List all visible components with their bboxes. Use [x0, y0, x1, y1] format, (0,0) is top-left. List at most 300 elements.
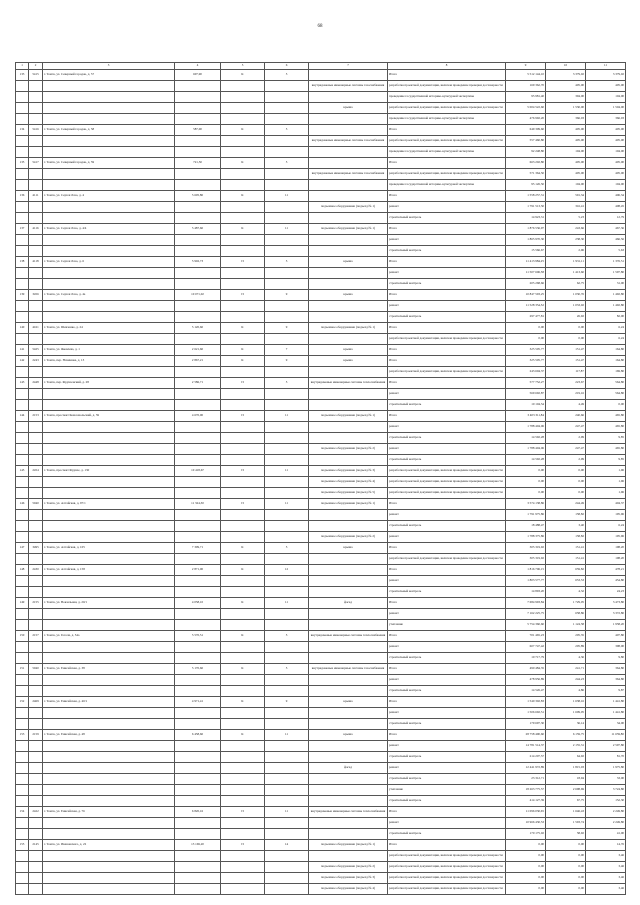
table-cell: 366,03: [546, 114, 586, 125]
table-cell: 4111: [29, 191, 43, 202]
table-cell: [175, 620, 221, 631]
table-cell: подъемное оборудование (подъезд № 3): [309, 466, 388, 477]
table-row: [16, 323, 626, 334]
table-cell: [309, 246, 388, 257]
table-cell: 14,76: [586, 840, 626, 851]
table-cell: [43, 741, 175, 752]
table-cell: [265, 488, 309, 499]
table-cell: К: [221, 631, 265, 642]
table-cell: 34,00: [586, 719, 626, 730]
table-cell: [29, 433, 43, 444]
table-cell: разработка проектной документации, включая проведение проверки достоверности: [388, 334, 506, 345]
table-cell: крыша: [309, 290, 388, 301]
table-cell: 577 752,27: [506, 378, 546, 389]
table-cell: [265, 114, 309, 125]
table-cell: [265, 367, 309, 378]
table-row: [16, 499, 626, 510]
table-cell: [309, 400, 388, 411]
table-cell: 153: [16, 730, 29, 741]
table-cell: [175, 719, 221, 730]
table-cell: [309, 719, 388, 730]
table-cell: 0,00: [546, 466, 586, 477]
table-cell: 145: [16, 466, 29, 477]
table-cell: [16, 114, 29, 125]
table-cell: [16, 675, 29, 686]
table-cell: крыша: [309, 730, 388, 741]
table-cell: г. Томск, ул. Енисейская, д. 40/1: [43, 697, 175, 708]
table-cell: [265, 103, 309, 114]
table-cell: 2 597,80: [586, 741, 626, 752]
table-cell: 414 127,39: [506, 796, 546, 807]
table-cell: 170 175,02: [506, 829, 546, 840]
table-cell: г. Томск, ул. Яковлева, д. 1: [43, 345, 175, 356]
table-cell: [221, 609, 265, 620]
table-cell: 138: [16, 257, 29, 268]
table-cell: [175, 785, 221, 796]
table-cell: [175, 444, 221, 455]
table-cell: [265, 862, 309, 873]
table-row: [16, 620, 626, 631]
table-cell: [265, 92, 309, 103]
table-cell: подъемное оборудование (подъезд № 3): [309, 873, 388, 884]
table-cell: 6 820,16: [175, 807, 221, 818]
table-cell: 11: [265, 466, 309, 477]
table-cell: 4,32: [546, 587, 586, 598]
table-cell: 0,00: [506, 884, 546, 895]
table-cell: [29, 818, 43, 829]
table-cell: [265, 620, 309, 631]
table-cell: [309, 675, 388, 686]
table-cell: [16, 389, 29, 400]
table-cell: [43, 686, 175, 697]
table-cell: [175, 521, 221, 532]
table-cell: 1 504,00: [586, 103, 626, 114]
table-cell: 3 379,02: [586, 70, 626, 81]
table-cell: [29, 301, 43, 312]
table-cell: подъемное оборудование (подъезд № 2): [309, 444, 388, 455]
table-cell: [16, 147, 29, 158]
table-cell: [29, 389, 43, 400]
table-cell: [16, 554, 29, 565]
table-cell: ремонт: [388, 818, 506, 829]
table-row: [16, 367, 626, 378]
table-cell: 147: [16, 543, 29, 554]
table-row: [16, 147, 626, 158]
table-cell: разработка проектной документации, включая проведение проверки достоверности: [388, 103, 506, 114]
table-cell: [29, 620, 43, 631]
table-cell: [43, 829, 175, 840]
table-cell: [29, 169, 43, 180]
table-cell: [29, 884, 43, 895]
table-cell: 247,47: [546, 444, 586, 455]
table-cell: [29, 213, 43, 224]
table-cell: [175, 884, 221, 895]
table-cell: [16, 510, 29, 521]
table-cell: [265, 422, 309, 433]
table-cell: 11: [265, 598, 309, 609]
table-cell: [175, 103, 221, 114]
table-cell: [309, 851, 388, 862]
table-cell: 14 781 514,37: [506, 741, 546, 752]
table-cell: 1 788 375,86: [506, 532, 546, 543]
table-cell: 155: [16, 840, 29, 851]
table-cell: утепление: [388, 620, 506, 631]
table-cell: ремонт: [388, 268, 506, 279]
table-row: [16, 268, 626, 279]
table-cell: [43, 521, 175, 532]
table-cell: К: [221, 356, 265, 367]
table-cell: 2243: [29, 356, 43, 367]
table-cell: 2159: [29, 730, 43, 741]
table-cell: [29, 400, 43, 411]
table-cell: [16, 862, 29, 873]
table-cell: [309, 455, 388, 466]
table-cell: 139: [16, 290, 29, 301]
table-cell: [43, 169, 175, 180]
table-cell: 9,85: [586, 455, 626, 466]
table-cell: [221, 510, 265, 521]
table-row: [16, 290, 626, 301]
table-cell: Итого: [388, 323, 506, 334]
table-row: [16, 70, 626, 81]
table-cell: П: [221, 499, 265, 510]
table-cell: [265, 433, 309, 444]
table-cell: [43, 576, 175, 587]
table-row: [16, 125, 626, 136]
table-cell: 104,00: [546, 147, 586, 158]
table-cell: 3495: [29, 543, 43, 554]
table-cell: [265, 202, 309, 213]
table-cell: [43, 488, 175, 499]
table-cell: проведение государственной историко-культурной экспертизы: [388, 180, 506, 191]
table-cell: строительный контроль: [388, 796, 506, 807]
table-cell: 557 460,80: [506, 136, 546, 147]
table-cell: 394,00: [546, 92, 586, 103]
table-row: [16, 345, 626, 356]
table-cell: 2 155,31: [546, 741, 586, 752]
table-cell: [16, 796, 29, 807]
table-cell: 148: [16, 565, 29, 576]
table-cell: 2 867,21: [175, 356, 221, 367]
table-cell: [16, 609, 29, 620]
table-cell: [221, 576, 265, 587]
table-cell: 92 248,80: [506, 147, 546, 158]
table-cell: [29, 719, 43, 730]
table-cell: 3 379,02: [546, 70, 586, 81]
table-cell: ремонт: [388, 609, 506, 620]
table-cell: [43, 510, 175, 521]
table-cell: [43, 774, 175, 785]
table-row: [16, 411, 626, 422]
table-cell: [309, 818, 388, 829]
table-cell: строительный контроль: [388, 433, 506, 444]
table-cell: [221, 642, 265, 653]
table-cell: [221, 477, 265, 488]
table-cell: 405,00: [586, 125, 626, 136]
table-cell: 2,99: [546, 455, 586, 466]
table-cell: 205,35: [546, 631, 586, 642]
table-cell: [16, 180, 29, 191]
table-cell: [29, 774, 43, 785]
table-cell: [43, 389, 175, 400]
table-cell: [16, 884, 29, 895]
table-cell: [16, 587, 29, 598]
table-cell: 137: [16, 224, 29, 235]
table-cell: [29, 268, 43, 279]
table-cell: строительный контроль: [388, 774, 506, 785]
table-cell: 325 505,77: [506, 356, 546, 367]
table-cell: [309, 565, 388, 576]
table-cell: 11: [265, 499, 309, 510]
table-cell: 405,00: [586, 158, 626, 169]
table-cell: [221, 389, 265, 400]
table-cell: 164,80: [586, 345, 626, 356]
table-cell: [29, 642, 43, 653]
table-cell: [16, 576, 29, 587]
table-cell: [175, 752, 221, 763]
table-cell: [175, 147, 221, 158]
table-row: [16, 851, 626, 862]
table-cell: подъемное оборудование (подъезд № 4): [309, 884, 388, 895]
table-cell: 1 030,76: [546, 290, 586, 301]
table-row: [16, 257, 626, 268]
table-cell: 1 597,80: [586, 268, 626, 279]
table-cell: 1 376,51: [586, 257, 626, 268]
table-cell: 1,96: [586, 477, 626, 488]
table-cell: [175, 279, 221, 290]
table-cell: [221, 829, 265, 840]
table-cell: [43, 114, 175, 125]
table-cell: [175, 741, 221, 752]
table-cell: [43, 81, 175, 92]
column-header: 7: [309, 63, 388, 70]
table-cell: 325 505,77: [506, 345, 546, 356]
table-row: [16, 81, 626, 92]
table-cell: 14 893,20: [506, 587, 546, 598]
table-cell: 179 697,30: [506, 719, 546, 730]
table-cell: 1 646,43: [546, 807, 586, 818]
table-cell: 0,00: [546, 323, 586, 334]
table-cell: 1,96: [586, 466, 626, 477]
table-cell: [265, 169, 309, 180]
table-cell: 1 791 513,50: [506, 202, 546, 213]
table-cell: [29, 235, 43, 246]
table-cell: [43, 202, 175, 213]
table-cell: П: [221, 466, 265, 477]
table-cell: 404,37: [586, 499, 626, 510]
table-cell: 12 441 972,89: [506, 763, 546, 774]
table-cell: ремонт: [388, 510, 506, 521]
table-row: [16, 576, 626, 587]
table-cell: [309, 686, 388, 697]
table-cell: г. Томск, ул. Северный городок, д. 58: [43, 125, 175, 136]
table-cell: [221, 114, 265, 125]
table-cell: 0,00: [546, 873, 586, 884]
table-cell: [265, 719, 309, 730]
table-cell: 0,00: [506, 488, 546, 499]
table-cell: [43, 455, 175, 466]
table-cell: проведение государственной историко-культурной экспертизы: [388, 147, 506, 158]
table-cell: 12: [265, 565, 309, 576]
table-cell: 10 104,54: [506, 400, 546, 411]
table-cell: 5,23: [546, 213, 586, 224]
table-cell: [265, 510, 309, 521]
table-cell: [175, 510, 221, 521]
table-cell: [43, 642, 175, 653]
table-cell: [175, 367, 221, 378]
table-cell: П: [221, 411, 265, 422]
table-cell: [265, 279, 309, 290]
column-header: 8: [388, 63, 506, 70]
table-cell: П: [221, 378, 265, 389]
table-cell: [221, 301, 265, 312]
table-cell: [221, 81, 265, 92]
table-cell: 3 403 311,84: [506, 411, 546, 422]
table-cell: 14: [265, 840, 309, 851]
table-cell: 135: [16, 158, 29, 169]
table-cell: 7 684 993,84: [506, 598, 546, 609]
table-cell: [175, 587, 221, 598]
table-cell: [221, 103, 265, 114]
table-cell: 1 413,60: [546, 268, 586, 279]
table-cell: [16, 719, 29, 730]
table-cell: [16, 246, 29, 257]
table-cell: 297 477,81: [506, 312, 546, 323]
table-cell: 238,30: [546, 235, 586, 246]
table-cell: 1 638,16: [546, 697, 586, 708]
table-row: [16, 873, 626, 884]
table-cell: г. Томск, ул. Сергея Лазо, д. 4/4: [43, 224, 175, 235]
table-cell: 150: [16, 631, 29, 642]
table-cell: 136: [16, 191, 29, 202]
table-cell: фасад: [309, 598, 388, 609]
table-cell: 5: [265, 631, 309, 642]
table-cell: 11: [265, 191, 309, 202]
table-row: [16, 158, 626, 169]
table-cell: [221, 686, 265, 697]
table-cell: 11 413 984,25: [506, 257, 546, 268]
table-cell: [221, 521, 265, 532]
table-cell: 1 540 302,83: [506, 697, 546, 708]
table-cell: 1 558 257,31: [506, 191, 546, 202]
table-cell: [265, 136, 309, 147]
table-cell: 36,14: [546, 719, 586, 730]
table-cell: [221, 136, 265, 147]
table-cell: 405,00: [546, 158, 586, 169]
table-cell: [175, 400, 221, 411]
table-cell: [221, 796, 265, 807]
table-cell: 164,80: [586, 356, 626, 367]
table-cell: [309, 92, 388, 103]
table-cell: 3 574 138,86: [506, 499, 546, 510]
table-cell: 5040: [29, 664, 43, 675]
table-cell: [43, 92, 175, 103]
table-row: [16, 686, 626, 697]
table-cell: [43, 620, 175, 631]
table-cell: ремонт: [388, 444, 506, 455]
table-cell: [309, 312, 388, 323]
table-cell: [175, 675, 221, 686]
table-cell: [175, 851, 221, 862]
table-cell: 1 492,80: [586, 290, 626, 301]
table-cell: [221, 334, 265, 345]
table-cell: [221, 312, 265, 323]
table-cell: [43, 818, 175, 829]
table-cell: [16, 620, 29, 631]
table-cell: 104,00: [586, 147, 626, 158]
table-cell: г. Томск, ул. Сергея Лазо, д. 4а: [43, 290, 175, 301]
table-cell: [16, 235, 29, 246]
table-cell: [29, 686, 43, 697]
table-cell: [16, 785, 29, 796]
column-header: 1: [16, 63, 29, 70]
table-cell: 6,24: [586, 521, 626, 532]
table-cell: [309, 642, 388, 653]
table-cell: [221, 708, 265, 719]
table-cell: 4161: [29, 323, 43, 334]
table-cell: 564,80: [586, 389, 626, 400]
table-cell: Итого: [388, 378, 506, 389]
table-cell: внутридомовые инженерные системы газоснабжения: [309, 664, 388, 675]
table-cell: 1 815,03: [546, 763, 586, 774]
table-cell: 1 865 970,30: [506, 235, 546, 246]
table-cell: 5 754 360,60: [506, 620, 546, 631]
table-cell: Итого: [388, 543, 506, 554]
table-cell: [29, 554, 43, 565]
table-cell: [43, 279, 175, 290]
table-cell: 2469: [29, 697, 43, 708]
table-cell: 104,00: [546, 180, 586, 191]
table-cell: [43, 873, 175, 884]
table-cell: [309, 301, 388, 312]
table-cell: [43, 763, 175, 774]
table-row: [16, 213, 626, 224]
table-cell: 5415: [29, 70, 43, 81]
table-cell: г. Томск, ул. Алтайская, д. 97/1: [43, 499, 175, 510]
table-cell: Итого: [388, 224, 506, 235]
table-cell: [309, 521, 388, 532]
table-cell: 0,00: [546, 840, 586, 851]
table-cell: [265, 455, 309, 466]
table-cell: [175, 202, 221, 213]
table-cell: [43, 851, 175, 862]
table-cell: 149: [16, 598, 29, 609]
table-cell: [175, 312, 221, 323]
table-cell: 3 372,80: [586, 609, 626, 620]
table-cell: 4,49: [546, 400, 586, 411]
table-cell: [43, 444, 175, 455]
table-cell: 587,00: [175, 125, 221, 136]
table-row: [16, 389, 626, 400]
table-cell: [16, 103, 29, 114]
table-cell: 3,46: [586, 862, 626, 873]
column-header: 3: [43, 63, 175, 70]
table-cell: подъемное оборудование (подъезд № 1): [309, 499, 388, 510]
table-cell: [221, 213, 265, 224]
table-cell: разработка проектной документации, включая проведение проверки достоверности: [388, 169, 506, 180]
table-cell: [175, 609, 221, 620]
table-row: [16, 378, 626, 389]
table-cell: [43, 103, 175, 114]
table-cell: [175, 708, 221, 719]
table-cell: 465,80: [586, 422, 626, 433]
table-row: [16, 840, 626, 851]
table-cell: [175, 433, 221, 444]
table-cell: [309, 829, 388, 840]
table-cell: 405,00: [586, 169, 626, 180]
table-cell: [309, 191, 388, 202]
table-cell: 1 530,00: [546, 103, 586, 114]
